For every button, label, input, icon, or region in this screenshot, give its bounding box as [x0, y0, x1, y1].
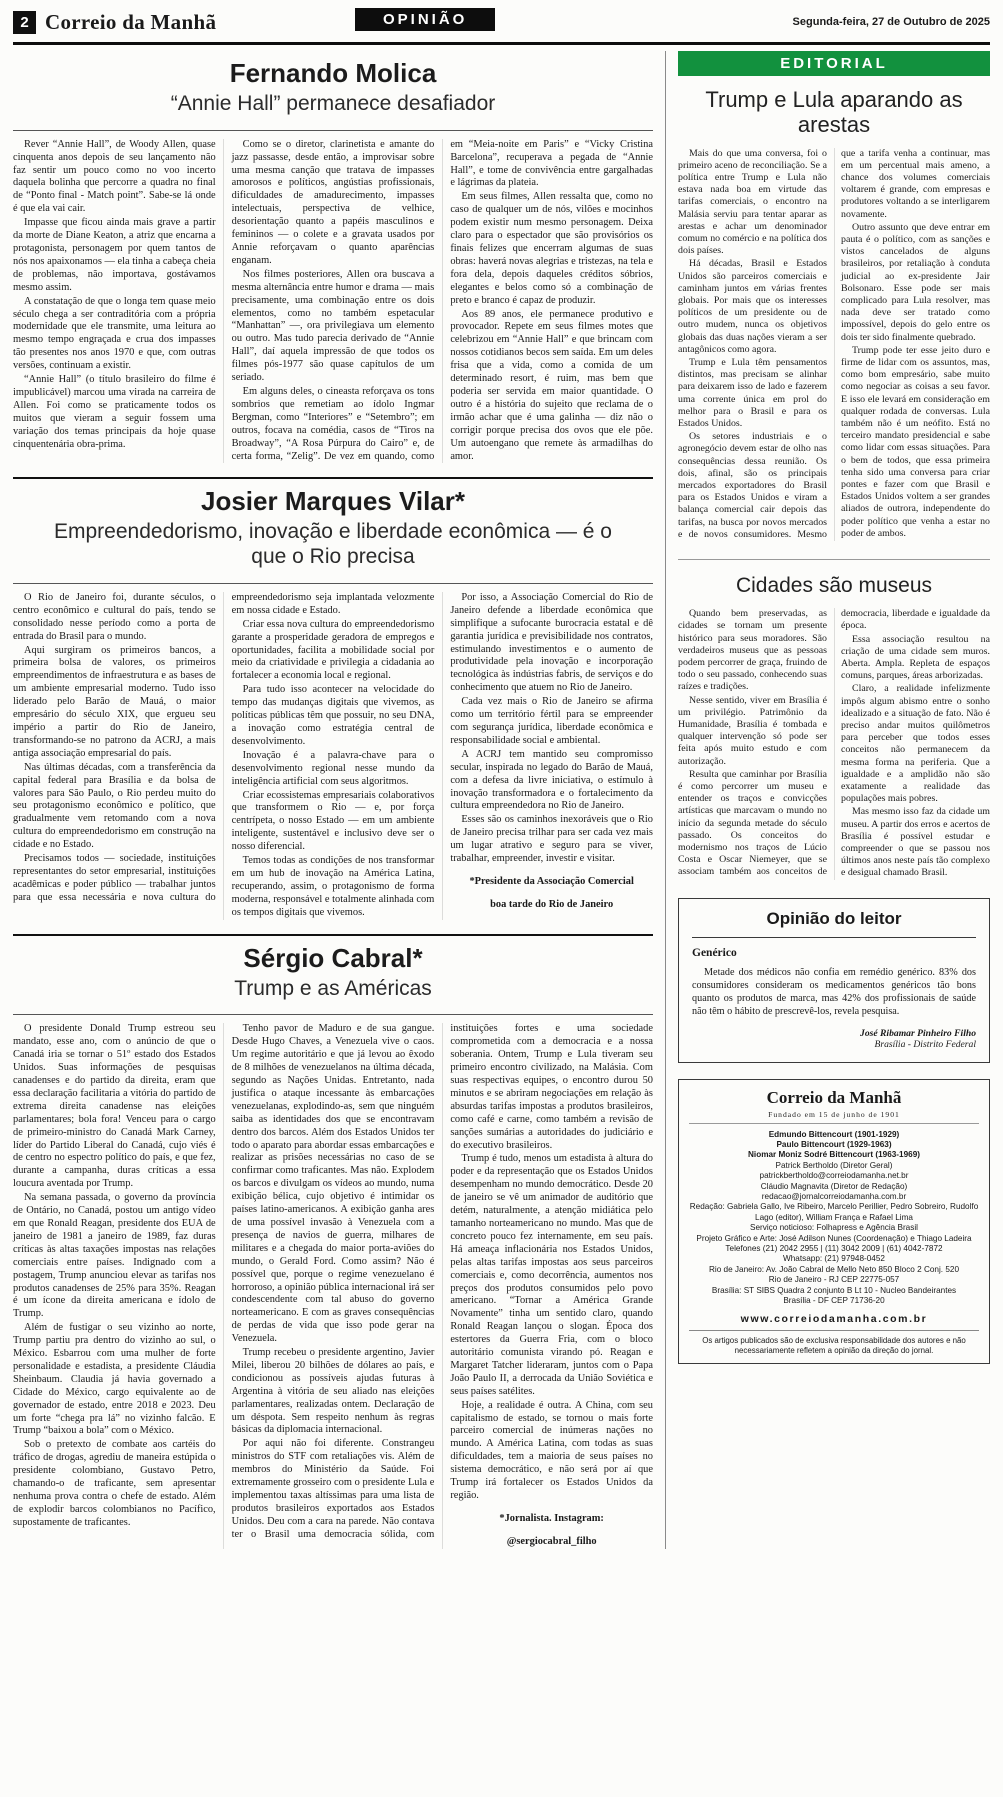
paragraph: Nos filmes posteriores, Allen ora buscava a mesma alternância entre humor e drama — mais precisamente, uma combinação entre os dois elementos, como no também espetacular “Manhattan” —, ora privilegiava um elemento ou outro. Mas tudo parecia derivado de “Annie Hall”, daí aquela impressão de que todos os filmes pós-1977 são quase capítulos de um seriado.: [231, 268, 435, 384]
paragraph: Nas últimas décadas, com a transferência da capital federal para Brasília e da bolsa de valores para São Paulo, o Rio perdeu muito do seu protagonismo econômico e político, que gradualmente vem retomando com a nova cultura do empreendedorismo em construção na cidade e no Estado.: [13, 761, 216, 851]
paragraph: Aqui surgiram os primeiros bancos, a primeira bolsa de valores, os primeiros empreendimentos de infraestrutura e as bases de um ambiente empresarial moderno. Tudo isso liderado pelo Barão de Mauá, o maior empresário do século XIX, que ergueu seu império a partir do Rio de Janeiro, transformando-se no patrono da ACRJ, a mais antiga associação empresarial do país.: [13, 644, 216, 759]
article-header: [13, 58, 653, 131]
paragraph: Quando bem preservadas, as cidades se tornam um presente histórico para seus moradores. São verdadeiros museus que as pessoas podem percorrer de graça, fruindo de todo o seu passado, conhecendo suas raízes e tradições.: [678, 608, 827, 693]
paragraph: Paulo Bittencourt (1929-1963): [776, 1139, 892, 1149]
paragraph: Redação: Gabriela Gallo, Ive Ribeiro, Marcelo Perillier, Pedro Sobreiro, Rudolfo Lago (editor), William França e Rafael Lima: [689, 1202, 979, 1222]
article-title: Trump e as Américas: [234, 976, 432, 1000]
letter-signature: José Ribamar Pinheiro Filho: [860, 1027, 976, 1039]
paragraph: Aos 89 anos, ele permanece produtivo e provocador. Repete em seus filmes motes que celebrizou em “Annie Hall” e que brincam com nossos cotidianos becos sem saída. Em um deles frisa que a vida, como a comida de um determinado resort, é ruim, mas bem que poderia ser servida em maior quantidade. O outro é a história do sujeito que reclama de o irmão achar que é uma galinha — diz não o corrigir porque precisa dos ovos que ele põe. Um autoengano que remete às armadilhas do amor.: [450, 308, 653, 462]
masthead-box: [678, 1079, 990, 1364]
articles-area: [13, 51, 665, 1549]
section-label: OPINIÃO: [355, 8, 495, 31]
paragraph: Precisamos todos — sociedade, instituições representantes do setor empresarial, instituições acadêmicas e poder público — trabalhar juntos para que essa necessária e nova cultura do empreendedorismo seja implantada velozmente em nossa cidade e Estado.: [13, 591, 435, 903]
paragraph: Na semana passada, o governo da província de Ontário, no Canadá, postou um antigo vídeo em que Ronald Reagan, presidente dos EUA de janeiro de 1981 a janeiro de 1989, faz duras críticas às altas taxações impostas nas relações comerciais entre países. Indignado com a postagem, Trump anunciou elevar as tarifas nos produtos canadenses de 25% para 35%. Reagan é um ícone da direita americana e ídolo de Trump.: [13, 1192, 216, 1320]
masthead-website: www.correiodamanha.com.br: [740, 1313, 928, 1326]
paragraph: Essa associação resultou na criação de uma cidade sem muros. Aberta. Ampla. Repleta de espaços comuns, parques, áreas arborizadas.: [841, 633, 990, 682]
paragraph: Cláudio Magnavita (Diretor de Redação): [760, 1181, 908, 1191]
paragraph: Sob o pretexto de combate aos cartéis do tráfico de drogas, agrediu de maneira estúpida o presidente colombiano, Gustavo Petro, chamando-o de traficante, sem apresentar nenhuma prova contra o chefe de estado. Além de explodir barcos colombianos no Pacífico, supostamente de traficantes.: [13, 1439, 216, 1528]
article-header: [13, 943, 653, 1016]
article-fernando-molica: [13, 58, 653, 463]
paragraph: Trump pode ter esse jeito duro e firme de lidar com os assuntos, mas, como bom empresário, sabe muito como negociar as coisas a seu favor. E isso ele levará em consideração em qualquer rodada de conversas. Lula também não é um neófito. Está no terceiro mandato presidencial e sabe como lidar com essas situações. Para o bem de todos, que essa primeira tenha sido uma conversa para criar pontes e fazer com que Brasil e Estados Unidos voltem a ser grandes aliados de outrora, independente do poder político que venha a estar no poder de ambos.: [841, 344, 990, 539]
editorial-label: EDITORIAL: [678, 51, 990, 76]
paragraph: redacao@jornalcorreiodamanha.com.br: [761, 1192, 907, 1201]
masthead-name: Correio da Manhã: [766, 1087, 902, 1107]
paragraph: O Rio de Janeiro foi, durante séculos, o centro econômico e cultural do país, tendo se consolidado nesse período como a porta de entrada do Brasil para o mundo.: [13, 591, 216, 642]
paragraph: Outro assunto que deve entrar em pauta é o político, com as sanções e vistos cancelados de alguns brasileiros, por retaliação à conduta judicial ao ex-presidente Jair Bolsonaro. Esse pode ser mais complicado para Lula resolver, mas nada deve ser tratado como impossível, depois do gelo entre os dois ter sido finalmente quebrado.: [841, 221, 990, 343]
editorial-title: Trump e Lula aparando as arestas: [705, 87, 963, 138]
masthead-founded: Fundado em 15 de junho de 1901: [689, 1110, 979, 1124]
paragraph: Tenho pavor de Maduro e de sua gangue. Desde Hugo Chaves, a Venezuela vive o caos. Um regime autoritário e que já levou ao êxodo de 8 milhões de venezuelanos na última década, segundo as Nações Unidas. Entretanto, nada justifica o ataque incessante às embarcações venezuelanas, explodindo-as, sem que ninguém saiba as identidades dos que se encontravam dentro dos barcos. Além dos Estados Unidos ter todo o aparato para abordar essas embarcações e realizar as prisões necessárias no caso de se confirmar como traficantes. Mas não. Explodem os barcos e divulgam os vídeos ao mundo, numa exibição bélica, cujo objetivo é intimidar os países latino-americanos. A exibição ganha ares de uma possível invasão à Venezuela com a presença de navios de guerra, milhares de militares e a chegada do maior porta-aviões do mundo, o Gerald Ford. Como assim? Não é possível que, porque o regime venezuelano é horroroso, a opinião pública internacional irá ser condescendente com tal abuso do governo norteamericano. E com as graves consequências de perdas de vida que isso pode gerar na Venezuela.: [231, 1023, 435, 1345]
article-title: Empreendedorismo, inovação e liberdade econômica — é o que o Rio precisa: [54, 520, 612, 569]
paragraph: Brasília - DF CEP 71736-20: [783, 1296, 885, 1306]
paragraph: Para tudo isso acontecer na velocidade do tempo das mudanças digitais que vivemos, as políticas públicas têm que possuir, no seu DNA, a inovação como estratégia central de desenvolvimento.: [231, 684, 435, 747]
paragraph: Claro, a realidade infelizmente impôs algum abismo entre o sonho idealizado e a situação de fato. Não é preciso andar muitos quilômetros para perceber que todos esses conceitos não permanecem da mesma forma na periferia. Que a igualdade e a amplidão não são exatamente a realidade das populações mais pobres.: [841, 683, 990, 805]
paragraph: A ACRJ tem mantido seu compromisso secular, inspirada no legado do Barão de Mauá, com a defesa da livre iniciativa, o estímulo à inovação transformadora e o fortalecimento da cultura empreendedora no Rio de Janeiro.: [450, 748, 653, 812]
paragraph: Em seus filmes, Allen ressalta que, como no caso de qualquer um de nós, vilões e mocinhos podem existir num mesmo personagem. Deixa claro para o espectador que são provisórios os finais felizes que encerram algumas de suas obras: haverá novas alegrias e tristezas, na tela e fora dela, depois daqueles créditos sóbrios, elegantes e belos como só a combinação de preto e branco é capaz de produzir.: [450, 191, 653, 306]
paragraph: @sergiocabral_filho: [506, 1535, 597, 1547]
letter-signature-location: Brasília - Distrito Federal: [874, 1038, 976, 1050]
paragraph: Rio de Janeiro: Av. João Cabral de Mello Neto 850 Bloco 2 Conj. 520: [708, 1264, 960, 1274]
paragraph: Mas mesmo isso faz da cidade um museu. A partir dos erros e acertos de Brasília é possível estudar e compreender o que se passou nos últimos anos neste país tão complexo e desigual chamado Brasil.: [841, 806, 990, 879]
masthead-staff-lines: [689, 1130, 979, 1307]
paragraph: Trump recebeu o presidente argentino, Javier Milei, liberou 20 bilhões de dólares ao país, e condicionou as possíveis ajudas futuras à Argentina à vitória de seu aliado nas eleições parlamentares, realizadas ontem. Declaração de um déspota. Sem respeito nenhum às regras básicas da diplomacia internacional.: [231, 1347, 435, 1436]
reader-opinion-title: Opinião do leitor: [692, 909, 976, 938]
paragraph: Criar essa nova cultura do empreendedorismo garante a prosperidade geradora de empregos e oportunidades, facilita a mobilidade social por meio da criatividade e privilegia a cidadania ao fortalecer a economia local e regional.: [231, 618, 435, 682]
paragraph: boa tarde do Rio de Janeiro: [490, 898, 614, 910]
paragraph: Hoje, a realidade é outra. A China, com seu capitalismo de estado, se tornou o mais forte parceiro comercial de inúmeras nações no mundo. A América Latina, com todas as suas dificuldades, tem a maioria de seus países no sistema democrático, e não será por aí que Trump irá fortalecer os Estados Unidos da região.: [450, 1399, 653, 1501]
paragraph: Mais do que uma conversa, foi o primeiro aceno de reconciliação. Se a política entre Trump e Lula não estava nada boa em virtude das tarifas comerciais, o encontro na Malásia serviu para tentar aparar as arestas e achar um denominador comum no comércio e na política dos dois países.: [678, 147, 827, 257]
article-header: [13, 486, 653, 584]
reader-opinion-box: [678, 898, 990, 1063]
page-number: 2: [13, 11, 36, 34]
paragraph: Rio de Janeiro - RJ CEP 22775-057: [768, 1275, 900, 1285]
paragraph: Além de fustigar o seu vizinho ao norte, Trump partiu pra dentro do vizinho ao sul, o México. Esbarrou com uma mulher de forte personalidade e estadista, a presidente Cláudia Sheinbaum. Claudia já havia governado a Cidade do México, cargo equivalente ao de governador de estado, entre 2018 e 2023. Deu um forte “chega pra lá” no vizinho falcão. E Trump “baixou a bola” com o México.: [13, 1322, 216, 1437]
article-sergio-cabral: [13, 934, 653, 1549]
article-author: Josier Marques Vilar*: [201, 486, 465, 517]
paragraph: O presidente Donald Trump estreou seu mandato, esse ano, com o anúncio de que o Canadá iria se tornar o 51º estado dos Estados Unidos. Suas informações de pesquisas canadenses e do partido da direita, eram que essa declaração facilitaria a vitória do partido de extrema direita canadense nas eleições parlamentares; bola fora! Venceu para o cargo de primeiro-ministro do Canadá Mark Carney, líder do Partido Liberal do Canadá, cujo viés é de centro no espectro político do país, e que fez, durante a campanha, duras críticas a essa loucura aventada por Trump.: [13, 1023, 216, 1190]
paragraph: Por aqui não foi diferente. Constrangeu ministros do STF com retaliações vis. Além de membros do Ministério da Saúde. Foi extremamente grosseiro com o presidente Lula e implementou taxas altíssimas para uma lista de produtos brasileiros exportados aos Estados Unidos. Deu com a cara na parede. Não contava ter o Brasil uma democracia sólida, com instituições fortes e uma sociedade comprometida com a democracia e a nossa soberania. Ontem, Trump e Lula tiveram seu primeiro encontro civilizado, na Malásia. Com suas respectivas equipes, o encontro durou 50 minutos e se abriram negociações em relação às absurdas tarifas impostas a produtos brasileiros, como café e carne, como também a revisão de sanções sumárias a autoridades do judiciário e do executivo brasileiros.: [231, 1023, 653, 1540]
newspaper-nameplate: Correio da Manhã: [45, 9, 217, 34]
letter-body: Metade dos médicos não confia em remédio genérico. 83% dos consumidores consideram os medicamentos genéricos tão bons quanto os produtos de marca, mas 42% dos profissionais de saúde não têm o hábito de prescrevê-los, revela pesquisa.: [692, 966, 976, 1017]
paragraph: Esses são os caminhos inexoráveis que o Rio de Janeiro precisa trilhar para ser cada vez mais um lugar atrativo e seguro para se viver, trabalhar, empreender, investir e visitar.: [450, 814, 653, 865]
paragraph: Como se o diretor, clarinetista e amante do jazz passasse, desde então, a improvisar sobre uma mesma canção que tratava de impasses amorosos e políticos, angústias profissionais, dificuldades de amadurecimento, impasses intelectuais, perspectiva de velhice, desorientação quanto a papéis masculinos e femininos — o colete e a gravata usados por Annie reforçavam o quanto aparências enganam.: [231, 138, 435, 266]
header-rule: [13, 42, 990, 45]
paragraph: *Jornalista. Instagram:: [499, 1512, 604, 1524]
article-title: “Annie Hall” permanece desafiador: [170, 92, 496, 115]
paragraph: Por isso, a Associação Comercial do Rio de Janeiro defende a liberdade econômica que simplifique a sufocante burocracia estatal e dê garantia jurídica e previsibilidade nos contratos, estimulando investimentos e o aumento de produtividade pela inovação e incorporação tecnológica às indústrias fabris, de serviços e do conhecimento que atuem no Rio de Janeiro.: [450, 591, 653, 694]
article-josier-marques-vilar: [13, 477, 653, 919]
article-body: [13, 592, 653, 920]
paragraph: Trump e Lula têm pensamentos distintos, mas precisam se alinhar para deixarem isso de lado e fazerem uma corrente única em prol do melhor para o Brasil e para os Estados Unidos.: [678, 357, 827, 430]
editorial-column: [665, 51, 990, 1549]
paragraph: Niomar Moniz Sodré Bittencourt (1963-1969): [748, 1150, 920, 1160]
paragraph: Brasília: ST SIBS Quadra 2 conjunto B Lt 10 - Nucleo Bandeirantes: [711, 1285, 957, 1295]
paragraph: *Presidente da Associação Comercial: [469, 875, 634, 887]
paragraph: “Annie Hall” (o título brasileiro do filme é impublicável) marcou uma virada na carreira de Allen. Foi como se praticamente todos os muitos que vieram a seguir fossem uma variação dos temas principais da hoje quase cinquentenária obra-prima.: [13, 374, 216, 450]
paragraph: Há décadas, Brasil e Estados Unidos são parceiros comerciais e caminham juntos em várias frentes globais. Por mais que os interesses políticos de um presidente ou de outro mudem, nunca os objetivos globais das duas nações vieram a ser antagônicos como agora.: [678, 258, 827, 355]
article-author: Sérgio Cabral*: [243, 942, 423, 973]
paragraph: Serviço noticioso: Folhapress e Agência Brasil: [750, 1223, 918, 1233]
paragraph: Patrick Bertholdo (Diretor Geral): [775, 1160, 893, 1170]
paragraph: A constatação de que o longa tem quase meio século chega a ser contraditória com a própria modernidade que ele transmite, uma leitura ao mesmo tempo engraçada e crua dos impasses tão presentes nos anos 1970 e que, com outras versões, continuam a existir.: [13, 295, 216, 372]
article-body: [13, 139, 653, 464]
paragraph: Em alguns deles, o cineasta reforçava os tons sombrios que remetiam ao ídolo Ingmar Bergman, como “Interiores” e “Setembro”; em outros, focava na comédia, casos de “Tiros na Broadway”, “A Rosa Púrpura do Cairo” e, de certa forma, “Zelig”. De vez em quando, como em “Meia-noite em Paris” e “Vicky Cristina Barcelona”, recuperava a pegada de “Annie Hall”, e tome de convivência entre gargalhadas e lágrimas da plateia.: [231, 138, 653, 462]
paragraph: Cada vez mais o Rio de Janeiro se afirma como um território fértil para se empreender com segurança jurídica, liberdade econômica e responsabilidade social e ambiental.: [450, 696, 653, 746]
paragraph: Edmundo Bittencourt (1901-1929): [768, 1129, 900, 1139]
edition-date: Segunda-feira, 27 de Outubro de 2025: [792, 16, 990, 28]
page-header: [13, 8, 990, 36]
paragraph: Trump é tudo, menos um estadista à altura do poder e da representação que os Estados Unidos desempenham no mundo democrático. Desde 20 de janeiro se vê um animador de auditório que detém, naturalmente, a atenção midiática pelo tamanho norteamericano no mundo. Mas que de concreto pouco fez internamente, em seu país. Há ameaça inflacionária nos Estados Unidos, pelas altas tarifas impostas aos seus parceiros comerciais e, como decorrência, aumentos nos preços dos produtos consumidos pelo povo americano. “Tornar a América Grande Novamente” tinha um sentido claro, quando Ronald Reagan lançou o slogan. Época dos estertores da Guerra Fria, com o bloco autoritário comunista virando pó. Reagan e Margaret Tatcher lideraram, juntos com o Papa João Paulo II, a derrocada da União Soviética e seus países satélites.: [450, 1153, 653, 1397]
paragraph: patrickbertholdo@correiodamanha.net.br: [759, 1171, 909, 1181]
paragraph: Telefones (21) 2042 2955 | (11) 3042 2009 | (61) 4042-7872: [725, 1244, 943, 1254]
paragraph: Criar ecossistemas empresariais colaborativos que transformem o Rio — e, por força centrípeta, o nosso Estado — em um ambiente inteligente, sustentável e inclusivo deve ser o nosso diferencial.: [231, 789, 435, 853]
paragraph: Inovação é a palavra-chave para o desenvolvimento regional nesse mundo da inteligência artificial com seus algoritmos.: [231, 749, 435, 787]
masthead-disclaimer: Os artigos publicados são de exclusiva responsabilidade dos autores e não necessariamente refletem a opinião da direção do jornal.: [689, 1330, 979, 1355]
editorial-body: [678, 148, 990, 542]
article-author: Fernando Molica: [229, 58, 437, 88]
page-body: [13, 51, 990, 1549]
second-editorial-title: Cidades são museus: [678, 559, 990, 598]
second-editorial-body: [678, 608, 990, 879]
letter-title: Genérico: [692, 946, 737, 959]
paragraph: Nesse sentido, viver em Brasília é um privilégio. Patrimônio da Humanidade, Brasília é tombada e qualquer intervenção só pode ser feita após muito estudo e com autorização.: [678, 694, 827, 767]
paragraph: Whatsapp: (21) 97948-0452: [783, 1254, 885, 1264]
paragraph: Resulta que caminhar por Brasília é como percorrer um museu e entender os traços e convicções artísticas que marcavam o mundo no início da segunda metade do século passado. Os conceitos do modernismo nos traços de Lúcio Costa e Oscar Niemeyer, que se associam também aos conceitos de democracia, liberdade e igualdade da época.: [678, 608, 990, 878]
paragraph: Impasse que ficou ainda mais grave a partir da morte de Diane Keaton, a atriz que encarna a protagonista, personagem por quem tantos de nós nos apaixonamos — ela tinha a cabeça cheia de problemas, não importava, gostávamos mesmo assim.: [13, 217, 216, 293]
paragraph: Temos todas as condições de nos transformar em um hub de inovação na América Latina, recuperando, assim, o protagonismo de forma moderna, responsável e totalmente alinhada com os tempos digitais que vivemos.: [231, 855, 435, 918]
paragraph: Rever “Annie Hall”, de Woody Allen, quase cinquenta anos depois de seu lançamento não faz sentir um pouco como no voo incerto daquela bolinha que percorre a quadra no final de “Ponto final - Match point”. Sabe-se lá onde é que ela vai cair.: [13, 138, 216, 215]
paragraph: Projeto Gráfico e Arte: José Adilson Nunes (Coordenação) e Thiago Ladeira: [696, 1233, 972, 1243]
paragraph: Os setores industriais e o agronegócio devem estar de olho nas consequências dessa reunião. Os dois, afinal, são os principais mercados exportadores do Brasil para os Estados Unidos e viram a balança comercial cair depois das tarifas, na busca por novos mercados e de novos consumidores. Mesmo que a tarifa venha a continuar, mas em um percentual mais ameno, a chance dos volumes comerciais voltarem é grande, com empresas e produtores voltando a se interligarem novamente.: [678, 147, 990, 540]
article-body: [13, 1023, 653, 1548]
